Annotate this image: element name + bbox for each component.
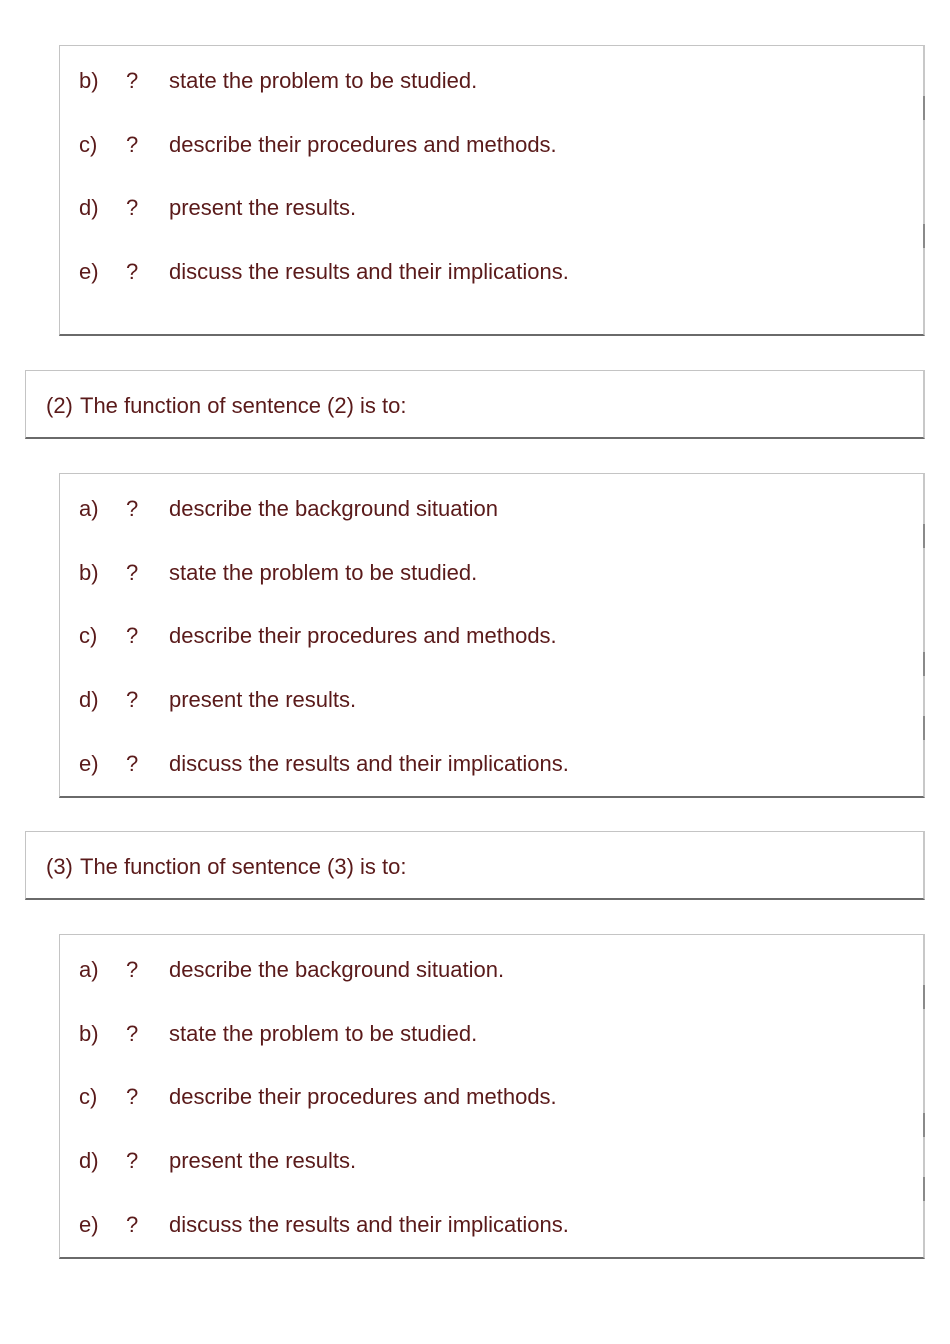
question-prompt — [46, 393, 407, 419]
border-tick — [923, 985, 925, 1009]
option-c[interactable] — [60, 130, 923, 160]
option-text: present the results. — [169, 687, 357, 712]
option-letter: d) — [79, 1148, 99, 1173]
option-letter: c) — [79, 623, 98, 648]
option-c[interactable] — [60, 621, 923, 651]
border-tick — [923, 224, 925, 248]
option-e[interactable] — [60, 257, 923, 287]
radio-placeholder-icon[interactable]: ? — [126, 259, 139, 284]
option-e[interactable] — [60, 749, 923, 779]
option-text: state the problem to be studied. — [169, 560, 478, 585]
option-c[interactable] — [60, 1082, 923, 1112]
option-letter: e) — [79, 751, 99, 776]
option-text: state the problem to be studied. — [169, 68, 478, 93]
option-b[interactable] — [60, 1019, 923, 1049]
option-letter: d) — [79, 195, 99, 220]
radio-placeholder-icon[interactable]: ? — [126, 623, 139, 648]
option-text: discuss the results and their implications. — [169, 751, 569, 776]
question-box-2 — [25, 370, 925, 439]
radio-placeholder-icon[interactable]: ? — [126, 957, 139, 982]
border-tick — [923, 652, 925, 676]
question-number: (2) — [46, 393, 73, 418]
option-letter: d) — [79, 687, 99, 712]
option-text: describe the background situation — [169, 496, 498, 521]
options-box-2 — [59, 473, 925, 798]
option-text: state the problem to be studied. — [169, 1021, 478, 1046]
option-letter: b) — [79, 560, 99, 585]
option-letter: e) — [79, 259, 99, 284]
radio-placeholder-icon[interactable]: ? — [126, 751, 139, 776]
option-text: present the results. — [169, 195, 357, 220]
option-d[interactable] — [60, 193, 923, 223]
option-text: describe their procedures and methods. — [169, 1084, 557, 1109]
question-text: The function of sentence (3) is to: — [80, 854, 407, 879]
radio-placeholder-icon[interactable]: ? — [126, 560, 139, 585]
option-letter: a) — [79, 496, 99, 521]
radio-placeholder-icon[interactable]: ? — [126, 496, 139, 521]
option-letter: c) — [79, 132, 98, 157]
border-tick — [923, 1113, 925, 1137]
options-box-3 — [59, 934, 925, 1259]
option-letter: c) — [79, 1084, 98, 1109]
radio-placeholder-icon[interactable]: ? — [126, 1021, 139, 1046]
radio-placeholder-icon[interactable]: ? — [126, 68, 139, 93]
option-text: describe the background situation. — [169, 957, 505, 982]
border-tick — [923, 1177, 925, 1201]
question-prompt — [46, 854, 407, 880]
question-box-3 — [25, 831, 925, 900]
question-text: The function of sentence (2) is to: — [80, 393, 407, 418]
option-text: present the results. — [169, 1148, 357, 1173]
option-b[interactable] — [60, 66, 923, 96]
border-tick — [923, 716, 925, 740]
option-letter: b) — [79, 1021, 99, 1046]
option-a[interactable] — [60, 955, 923, 985]
options-box-1 — [59, 45, 925, 336]
option-text: discuss the results and their implications. — [169, 259, 569, 284]
option-letter: e) — [79, 1212, 99, 1237]
radio-placeholder-icon[interactable]: ? — [126, 687, 139, 712]
question-number: (3) — [46, 854, 73, 879]
option-text: discuss the results and their implications. — [169, 1212, 569, 1237]
border-tick — [923, 524, 925, 548]
option-d[interactable] — [60, 1146, 923, 1176]
radio-placeholder-icon[interactable]: ? — [126, 132, 139, 157]
option-d[interactable] — [60, 685, 923, 715]
option-text: describe their procedures and methods. — [169, 623, 557, 648]
radio-placeholder-icon[interactable]: ? — [126, 1084, 139, 1109]
radio-placeholder-icon[interactable]: ? — [126, 1148, 139, 1173]
radio-placeholder-icon[interactable]: ? — [126, 1212, 139, 1237]
option-letter: b) — [79, 68, 99, 93]
option-letter: a) — [79, 957, 99, 982]
radio-placeholder-icon[interactable]: ? — [126, 195, 139, 220]
option-text: describe their procedures and methods. — [169, 132, 557, 157]
option-b[interactable] — [60, 558, 923, 588]
option-e[interactable] — [60, 1210, 923, 1240]
border-tick — [923, 96, 925, 120]
option-a[interactable] — [60, 494, 923, 524]
